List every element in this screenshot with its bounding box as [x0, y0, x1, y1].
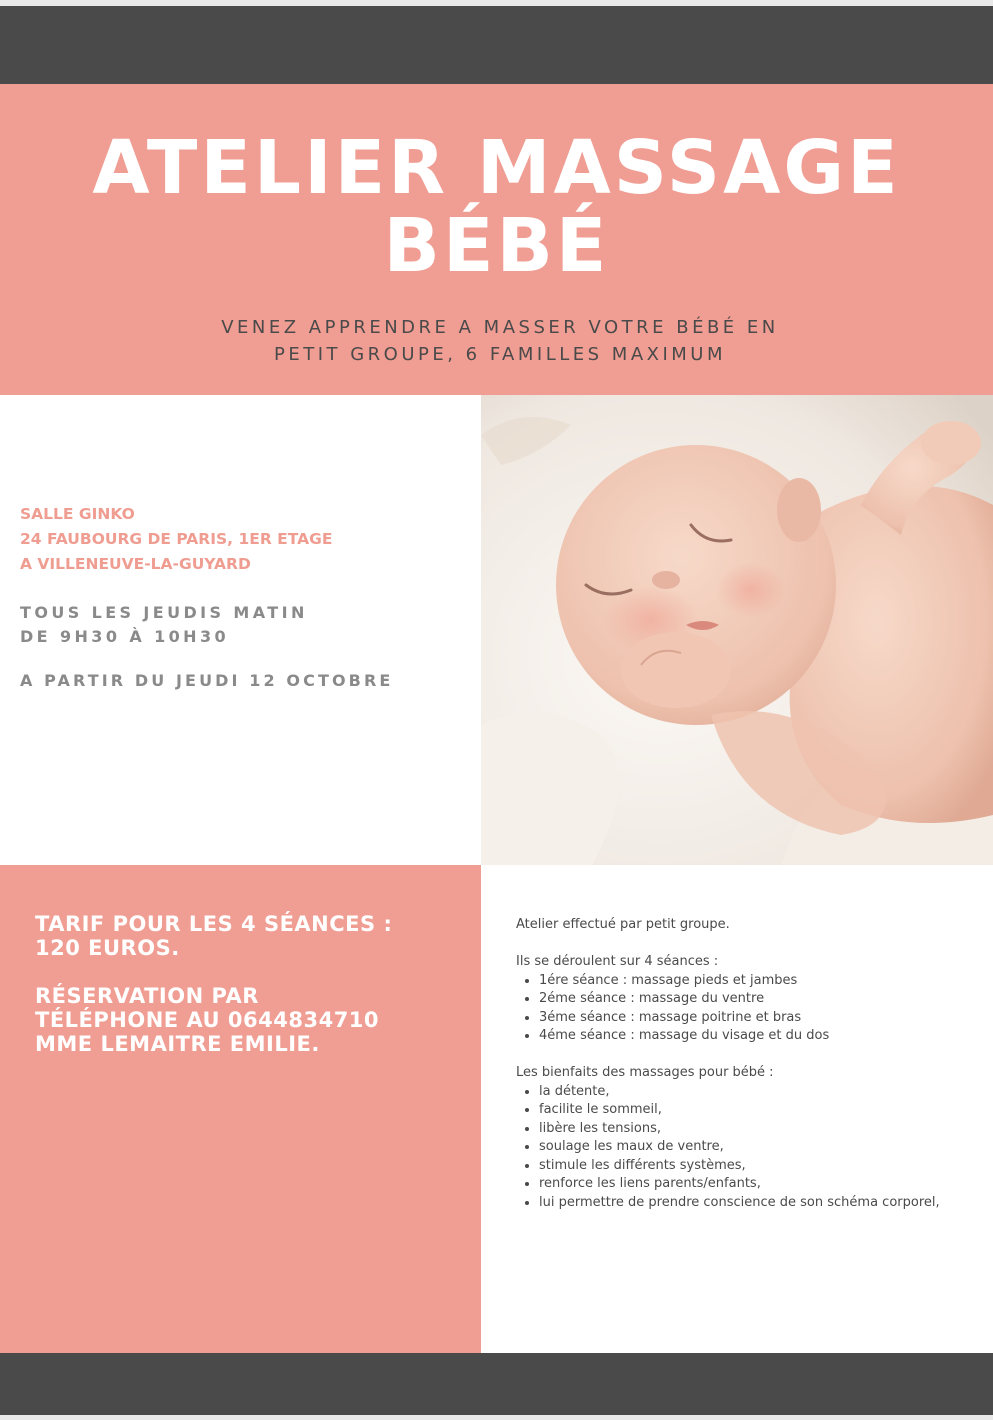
bottom-edge — [0, 1415, 993, 1420]
title-line-2: BÉBÉ — [383, 203, 610, 289]
price-amount: 120 EUROS. — [35, 936, 180, 960]
baby-ear — [777, 478, 821, 542]
sessions-list — [516, 972, 956, 1046]
page-title — [0, 125, 993, 289]
list-item: • 4éme séance : massage du visage et du dos — [539, 1027, 956, 1046]
reservation-phone: TÉLÉPHONE AU 0644834710 — [35, 1008, 380, 1032]
benefits-heading: Les bienfaits des massages pour bébé : — [516, 1065, 774, 1080]
subtitle-line-2: PETIT GROUPE, 6 FAMILLES MAXIMUM — [273, 344, 727, 365]
list-item: • renforce les liens parents/enfants, — [539, 1175, 956, 1194]
schedule-block — [20, 601, 308, 649]
hero-banner — [0, 84, 993, 395]
price-block — [35, 912, 392, 960]
venue-address: 24 FAUBOURG DE PARIS, 1ER ETAGE — [20, 530, 333, 548]
info-panel — [0, 395, 481, 865]
benefits-list — [516, 1083, 956, 1213]
subtitle-line-1: VENEZ APPRENDRE A MASSER VOTRE BÉBÉ EN — [221, 317, 779, 338]
start-date: A PARTIR DU JEUDI 12 OCTOBRE — [20, 671, 394, 690]
sessions-heading: Ils se déroulent sur 4 séances : — [516, 954, 719, 969]
list-item: • 1ére séance : massage pieds et jambes — [539, 972, 956, 991]
title-line-1: ATELIER MASSAGE — [92, 125, 901, 211]
list-item: • 3éme séance : massage poitrine et bras — [539, 1009, 956, 1028]
baby-photo — [481, 395, 993, 867]
baby-nose — [652, 571, 680, 589]
venue-name: SALLE GINKO — [20, 505, 135, 523]
list-item: • la détente, — [539, 1083, 956, 1102]
details-intro: Atelier effectué par petit groupe. — [516, 917, 730, 932]
venue-city: A VILLENEUVE-LA-GUYARD — [20, 555, 251, 573]
list-item: • 2éme séance : massage du ventre — [539, 990, 956, 1009]
pricing-panel — [0, 865, 481, 1353]
top-bar — [0, 6, 993, 84]
list-item: • lui permettre de prendre conscience de son schéma corporel, — [539, 1194, 956, 1213]
schedule-time: DE 9H30 À 10H30 — [20, 627, 230, 646]
reservation-contact: MME LEMAITRE EMILIE. — [35, 1032, 320, 1056]
reservation-label: RÉSERVATION PAR — [35, 984, 259, 1008]
reservation-block — [35, 984, 379, 1056]
details-text — [516, 916, 956, 1212]
baby-hand — [621, 632, 731, 708]
baby-cheek — [716, 562, 786, 618]
price-label: TARIF POUR LES 4 SÉANCES : — [35, 912, 393, 936]
list-item: • libère les tensions, — [539, 1120, 956, 1139]
subtitle — [150, 314, 850, 368]
sleeping-baby-illustration — [481, 395, 993, 867]
schedule-day: TOUS LES JEUDIS MATIN — [20, 603, 308, 622]
venue-block — [20, 502, 332, 577]
details-panel — [481, 865, 993, 1353]
list-item: • stimule les différents systèmes, — [539, 1157, 956, 1176]
baby-hand — [921, 421, 981, 465]
list-item: • facilite le sommeil, — [539, 1101, 956, 1120]
bottom-bar — [0, 1353, 993, 1415]
list-item: • soulage les maux de ventre, — [539, 1138, 956, 1157]
blanket-fold — [481, 712, 619, 867]
